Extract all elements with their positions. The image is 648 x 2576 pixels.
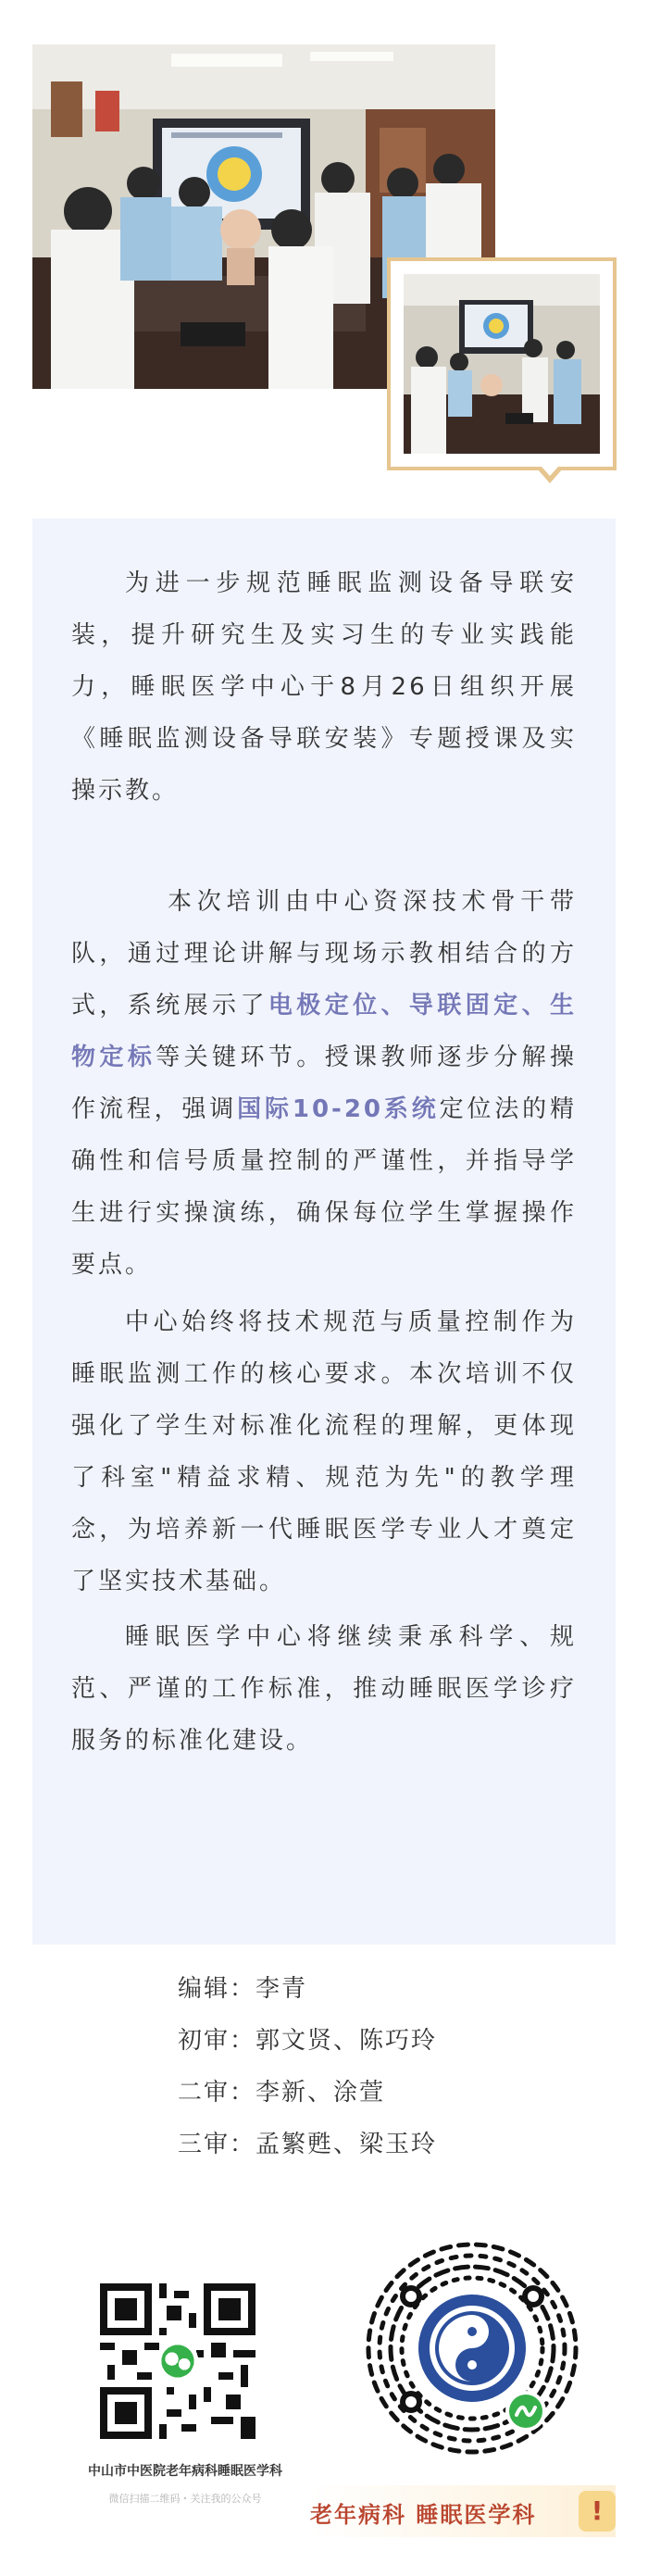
article-paragraph-2: [71, 876, 577, 1291]
footer-scan-hint: 微信扫描二维码・关注我的公众号: [108, 2493, 262, 2505]
highlight-text: 电极定位、导联固定、生物定标: [71, 992, 577, 1071]
training-photo-inset: [404, 274, 600, 454]
frame-pointer-inner: [542, 467, 558, 476]
article-paragraph-4: [71, 1611, 577, 1767]
credit-second-review: 二审：李新、涂萱: [178, 2079, 386, 2107]
footer-brand-text: 老年病科 睡眠医学科: [310, 2502, 537, 2528]
credit-first-review: 初审：郭文贤、陈巧玲: [178, 2027, 438, 2055]
exclamation-icon: !: [579, 2491, 616, 2532]
article-text: 等关键环节。授课教师逐步分解操作流程，强调: [71, 1044, 577, 1123]
article-text: 本次培训由中心资深技术骨干带队，通过理论讲解与现场示教相结合的方式，系统展示了: [71, 888, 577, 1019]
highlight-text: 国际10-20系统: [237, 1095, 440, 1123]
credit-editor: 编辑：李青: [178, 1975, 308, 2003]
mini-program-code-icon[interactable]: [363, 2239, 581, 2457]
article-panel: [32, 519, 616, 1945]
article-text: 睡眠医学中心将继续秉承科学、规范、严谨的工作标准，推动睡眠医学诊疗服务的标准化建设。: [71, 1623, 577, 1755]
footer-org-name: 中山市中医院老年病科睡眠医学科: [88, 2464, 282, 2479]
article-paragraph-3: [71, 1296, 577, 1607]
wechat-qr-code-icon[interactable]: [100, 2283, 255, 2439]
credit-third-review: 三审：孟繁甦、梁玉玲: [178, 2131, 438, 2158]
article-paragraph-1: [71, 557, 577, 817]
article-text: 为进一步规范睡眠监测设备导联安装，提升研究生及实习生的专业实践能力，睡眠医学中心于8月26日组织开展《睡眠监测设备导联安装》专题授课及实操示教。: [71, 569, 577, 805]
footer-brand-banner: [310, 2485, 616, 2537]
article-text: 定位法的精确性和信号质量控制的严谨性，并指导学生进行实操演练，确保每位学生掌握操作要点。: [71, 1095, 577, 1279]
article-text: 中心始终将技术规范与质量控制作为睡眠监测工作的核心要求。本次培训不仅强化了学生对标准化流程的理解，更体现了科室"精益求精、规范为先"的教学理念，为培养新一代睡眠医学专业人才奠定了坚实技术基础。: [71, 1308, 577, 1595]
photo-inset-frame: [387, 257, 617, 470]
